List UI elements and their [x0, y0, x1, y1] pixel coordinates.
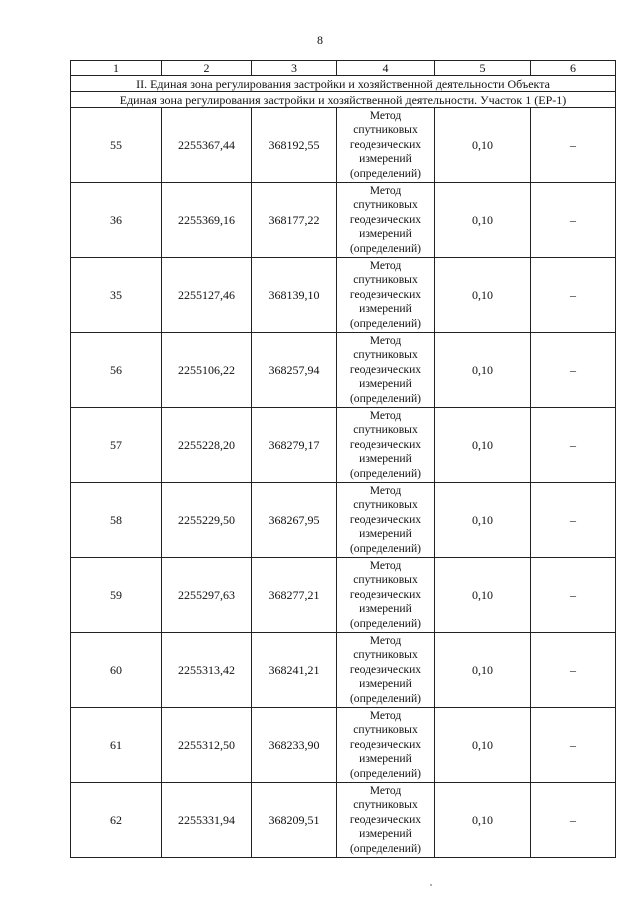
y-coordinate-cell: 368279,17: [252, 408, 337, 483]
method-line: Метод: [369, 258, 402, 272]
method-line: измерений: [359, 152, 412, 166]
method-line: геодезических: [349, 137, 422, 151]
column-number: 5: [435, 61, 531, 76]
point-number-cell: 56: [71, 333, 162, 408]
table-row: [71, 258, 616, 333]
point-number-cell: 59: [71, 558, 162, 633]
method-line: спутниковых: [353, 573, 418, 587]
method-cell: [337, 108, 435, 183]
accuracy-cell: 0,10: [435, 183, 531, 258]
method-line: измерений: [359, 602, 412, 616]
table-row: [71, 333, 616, 408]
table-row: [71, 558, 616, 633]
method-line: (определений): [349, 166, 422, 180]
y-coordinate-cell: 368233,90: [252, 708, 337, 783]
accuracy-cell: 0,10: [435, 633, 531, 708]
y-coordinate-cell: 368257,94: [252, 333, 337, 408]
note-cell: –: [531, 783, 616, 858]
x-coordinate-cell: 2255106,22: [162, 333, 252, 408]
point-number-cell: 36: [71, 183, 162, 258]
method-line: измерений: [359, 227, 412, 241]
method-line: измерений: [359, 377, 412, 391]
method-cell: [337, 783, 435, 858]
method-line: геодезических: [349, 587, 422, 601]
accuracy-cell: 0,10: [435, 483, 531, 558]
method-cell: [337, 333, 435, 408]
method-line: измерений: [359, 752, 412, 766]
column-number: 4: [337, 61, 435, 76]
note-cell: –: [531, 708, 616, 783]
accuracy-cell: 0,10: [435, 408, 531, 483]
point-number-cell: 60: [71, 633, 162, 708]
method-line: (определений): [349, 241, 422, 255]
method-line: геодезических: [349, 737, 422, 751]
method-line: Метод: [369, 333, 402, 347]
column-number: 6: [531, 61, 616, 76]
method-line: измерений: [359, 827, 412, 841]
method-line: (определений): [349, 691, 422, 705]
point-number-cell: 62: [71, 783, 162, 858]
method-line: измерений: [359, 452, 412, 466]
x-coordinate-cell: 2255313,42: [162, 633, 252, 708]
x-coordinate-cell: 2255229,50: [162, 483, 252, 558]
table-row: [71, 183, 616, 258]
accuracy-cell: 0,10: [435, 558, 531, 633]
method-line: (определений): [349, 466, 422, 480]
scan-speck: [430, 884, 432, 886]
method-line: спутниковых: [353, 273, 418, 287]
table-row: [71, 483, 616, 558]
method-line: (определений): [349, 616, 422, 630]
y-coordinate-cell: 368139,10: [252, 258, 337, 333]
point-number-cell: 58: [71, 483, 162, 558]
column-number: 3: [252, 61, 337, 76]
method-line: спутниковых: [353, 798, 418, 812]
column-number-row: [71, 61, 616, 76]
method-line: Метод: [369, 483, 402, 497]
section-title: II. Единая зона регулирования застройки и хозяйственной деятельности Объекта: [71, 76, 616, 92]
method-line: Метод: [369, 183, 402, 197]
method-cell: [337, 633, 435, 708]
x-coordinate-cell: 2255367,44: [162, 108, 252, 183]
table-row: [71, 108, 616, 183]
method-line: (определений): [349, 541, 422, 555]
x-coordinate-cell: 2255312,50: [162, 708, 252, 783]
section-title-row: [71, 76, 616, 92]
method-line: (определений): [349, 316, 422, 330]
method-line: измерений: [359, 302, 412, 316]
method-line: спутниковых: [353, 423, 418, 437]
method-cell: [337, 483, 435, 558]
accuracy-cell: 0,10: [435, 708, 531, 783]
method-line: геодезических: [349, 662, 422, 676]
y-coordinate-cell: 368277,21: [252, 558, 337, 633]
x-coordinate-cell: 2255297,63: [162, 558, 252, 633]
note-cell: –: [531, 558, 616, 633]
accuracy-cell: 0,10: [435, 258, 531, 333]
note-cell: –: [531, 108, 616, 183]
y-coordinate-cell: 368209,51: [252, 783, 337, 858]
y-coordinate-cell: 368267,95: [252, 483, 337, 558]
point-number-cell: 55: [71, 108, 162, 183]
y-coordinate-cell: 368192,55: [252, 108, 337, 183]
method-line: Метод: [369, 408, 402, 422]
method-line: спутниковых: [353, 348, 418, 362]
subsection-title-row: [71, 92, 616, 108]
accuracy-cell: 0,10: [435, 783, 531, 858]
table-row: [71, 408, 616, 483]
page-number: 8: [317, 33, 323, 47]
method-line: геодезических: [349, 812, 422, 826]
method-line: спутниковых: [353, 723, 418, 737]
method-line: спутниковых: [353, 498, 418, 512]
note-cell: –: [531, 333, 616, 408]
table-row: [71, 708, 616, 783]
point-number-cell: 61: [71, 708, 162, 783]
x-coordinate-cell: 2255127,46: [162, 258, 252, 333]
y-coordinate-cell: 368241,21: [252, 633, 337, 708]
method-cell: [337, 708, 435, 783]
note-cell: –: [531, 258, 616, 333]
method-line: геодезических: [349, 512, 422, 526]
method-cell: [337, 183, 435, 258]
method-line: Метод: [369, 633, 402, 647]
accuracy-cell: 0,10: [435, 333, 531, 408]
x-coordinate-cell: 2255369,16: [162, 183, 252, 258]
method-line: Метод: [369, 783, 402, 797]
method-line: Метод: [369, 708, 402, 722]
method-line: геодезических: [349, 362, 422, 376]
note-cell: –: [531, 408, 616, 483]
column-number: 1: [71, 61, 162, 76]
method-line: Метод: [369, 108, 402, 122]
method-line: измерений: [359, 527, 412, 541]
point-number-cell: 35: [71, 258, 162, 333]
method-line: спутниковых: [353, 123, 418, 137]
method-line: спутниковых: [353, 198, 418, 212]
note-cell: –: [531, 483, 616, 558]
method-line: геодезических: [349, 437, 422, 451]
coordinates-table: [70, 60, 616, 858]
column-number: 2: [162, 61, 252, 76]
point-number-cell: 57: [71, 408, 162, 483]
note-cell: –: [531, 183, 616, 258]
method-line: спутниковых: [353, 648, 418, 662]
method-cell: [337, 408, 435, 483]
method-line: (определений): [349, 766, 422, 780]
method-line: геодезических: [349, 287, 422, 301]
method-line: (определений): [349, 841, 422, 855]
method-line: (определений): [349, 391, 422, 405]
method-line: геодезических: [349, 212, 422, 226]
method-cell: [337, 258, 435, 333]
method-line: измерений: [359, 677, 412, 691]
x-coordinate-cell: 2255331,94: [162, 783, 252, 858]
y-coordinate-cell: 368177,22: [252, 183, 337, 258]
accuracy-cell: 0,10: [435, 108, 531, 183]
table-row: [71, 633, 616, 708]
subsection-title: Единая зона регулирования застройки и хозяйственной деятельности. Участок 1 (ЕР-1): [71, 92, 616, 108]
table-row: [71, 783, 616, 858]
method-cell: [337, 558, 435, 633]
note-cell: –: [531, 633, 616, 708]
x-coordinate-cell: 2255228,20: [162, 408, 252, 483]
method-line: Метод: [369, 558, 402, 572]
